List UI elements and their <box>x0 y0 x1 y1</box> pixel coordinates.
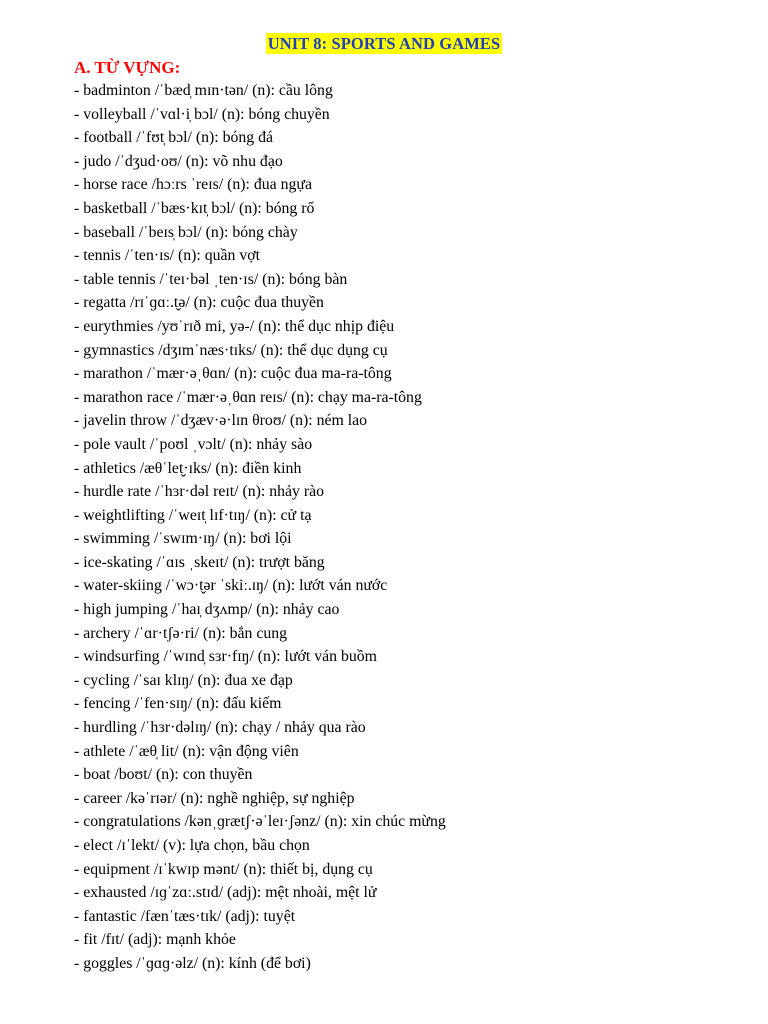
vocabulary-item: - archery /ˈɑr·tʃə·ri/ (n): bắn cung <box>74 624 288 642</box>
unit-title: UNIT 8: SPORTS AND GAMES <box>267 34 501 53</box>
vocabulary-item: - javelin throw /ˈdʒæv·ə·lɪn θroʊ/ (n): ném lao <box>74 412 368 430</box>
vocabulary-item: - basketball /ˈbæs·kɪt̩ bɔl/ (n): bóng rổ <box>74 199 315 217</box>
vocabulary-item: - horse race /hɔːrs ˈreɪs/ (n): đua ngựa <box>74 176 312 194</box>
section-heading: A. TỪ VỰNG: <box>74 58 181 77</box>
vocabulary-item: - high jumping /ˈhaɪ̩ dʒʌmp/ (n): nhảy cao <box>74 601 340 619</box>
vocabulary-item: - judo /ˈdʒud·oʊ/ (n): võ nhu đạo <box>74 152 283 170</box>
vocabulary-item: - table tennis /ˈteɪ·bəl ˌten·ɪs/ (n): bóng bàn <box>74 270 348 288</box>
vocabulary-item: - hurdling /ˈhɜr·dəlɪŋ/ (n): chạy / nhảy qua rào <box>74 719 366 737</box>
vocabulary-item: - goggles /ˈɡɑɡ·əlz/ (n): kính (để bơi) <box>74 954 311 972</box>
vocabulary-item: - congratulations /kənˌɡrætʃ·əˈleɪ·ʃənz/ (n): xin chúc mừng <box>74 813 446 831</box>
vocabulary-item: - pole vault /ˈpoʊl ˌvɔlt/ (n): nhảy sào <box>74 435 313 453</box>
vocabulary-item: - marathon race /ˈmær·əˌθɑn reɪs/ (n): chạy ma-ra-tông <box>74 388 422 406</box>
vocabulary-item: - water-skiing /ˈwɔ·t̬ər ˈskiː.ɪŋ/ (n): lướt ván nước <box>74 577 388 595</box>
vocabulary-item: - boat /boʊt/ (n): con thuyền <box>74 766 253 784</box>
vocabulary-item: - athlete /ˈæθ̩ lit/ (n): vận động viên <box>74 742 299 760</box>
title-container <box>0 33 768 54</box>
vocabulary-item: - football /ˈfʊt̩ bɔl/ (n): bóng đá <box>74 129 274 147</box>
vocabulary-list <box>74 79 734 976</box>
vocabulary-item: - baseball /ˈbeɪs̩ bɔl/ (n): bóng chày <box>74 223 298 241</box>
vocabulary-item: - gymnastics /dʒɪmˈnæs·tɪks/ (n): thể dục dụng cụ <box>74 341 388 359</box>
vocabulary-item: - hurdle rate /ˈhɜr·dəl reɪt/ (n): nhảy rào <box>74 483 325 501</box>
vocabulary-item: - tennis /ˈten·ɪs/ (n): quần vợt <box>74 247 261 265</box>
vocabulary-item: - fencing /ˈfen·sɪŋ/ (n): đấu kiếm <box>74 695 282 713</box>
vocabulary-item: - badminton /ˈbæd̩ mɪn·tən/ (n): cầu lông <box>74 82 333 99</box>
vocabulary-item: - fantastic /fænˈtæs·tɪk/ (adj): tuyệt <box>74 907 296 925</box>
vocabulary-item: - athletics /æθˈlet̬·ɪks/ (n): điền kinh <box>74 459 302 477</box>
vocabulary-item: - regatta /rɪˈɡɑː.t̬ə/ (n): cuộc đua thuyền <box>74 294 324 312</box>
vocabulary-item: - windsurfing /ˈwɪnd̩ sɜr·fɪŋ/ (n): lướt ván buồm <box>74 648 377 666</box>
vocabulary-item: - volleyball /ˈvɑl·i̩ bɔl/ (n): bóng chuyền <box>74 105 330 123</box>
vocabulary-item: - exhausted /ɪɡˈzɑː.stɪd/ (adj): mệt nhoài, mệt lử <box>74 884 377 902</box>
vocabulary-item: - swimming /ˈswɪm·ɪŋ/ (n): bơi lội <box>74 530 292 548</box>
vocabulary-item: - weightlifting /ˈweɪt̩ lɪf·tɪŋ/ (n): cử tạ <box>74 506 312 524</box>
vocabulary-item: - career /kəˈrɪər/ (n): nghề nghiệp, sự nghiệp <box>74 789 355 807</box>
vocabulary-item: - cycling /ˈsaɪ klɪŋ/ (n): đua xe đạp <box>74 671 293 689</box>
vocabulary-item: - elect /ɪˈlekt/ (v): lựa chọn, bầu chọn <box>74 837 310 854</box>
vocabulary-item: - marathon /ˈmær·əˌθɑn/ (n): cuộc đua ma-ra-tông <box>74 365 392 383</box>
vocabulary-item: - ice-skating /ˈɑɪs ˌskeɪt/ (n): trượt băng <box>74 553 325 571</box>
vocabulary-item: - eurythmies /yʊˈrɪð mi, yə-/ (n): thể dục nhịp điệu <box>74 317 395 335</box>
vocabulary-item: - equipment /ɪˈkwɪp mənt/ (n): thiết bị, dụng cụ <box>74 860 373 878</box>
vocabulary-item: - fit /fɪt/ (adj): mạnh khỏe <box>74 931 236 949</box>
